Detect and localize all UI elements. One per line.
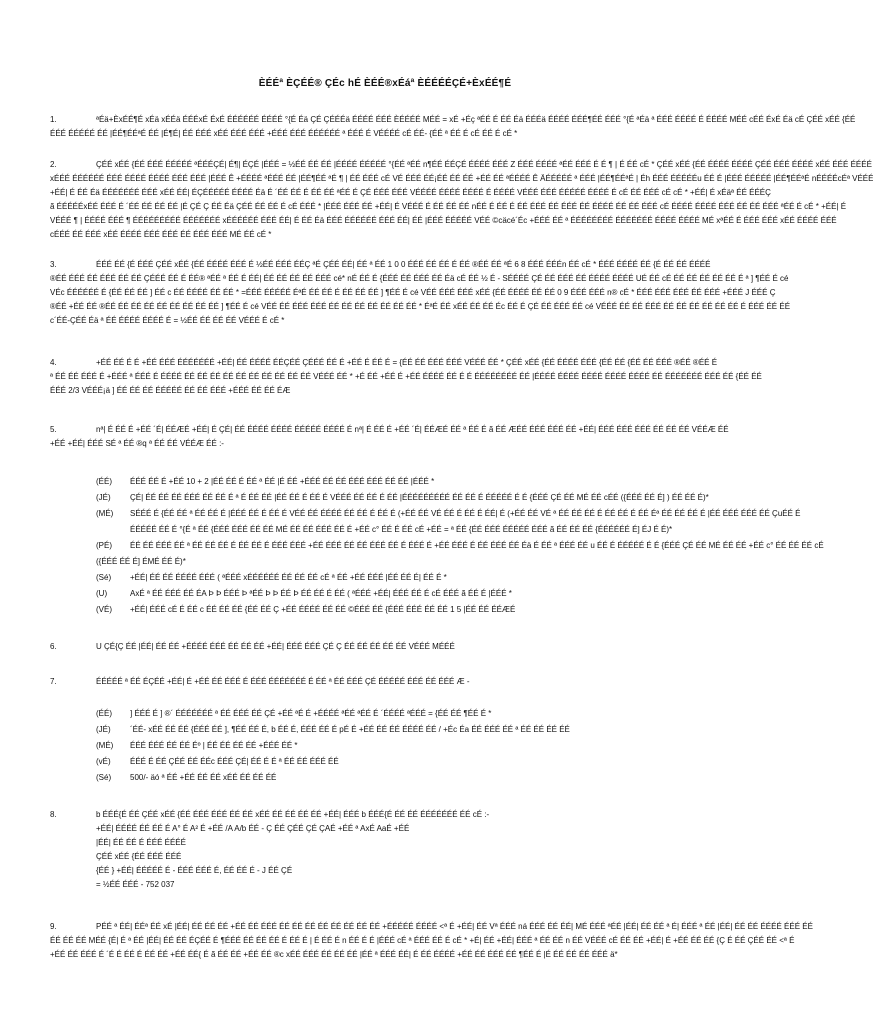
section-9 [50, 920, 813, 962]
section-body [50, 675, 730, 689]
list-marker: (JÉ) [96, 725, 111, 734]
detail-line: {ÉÉ } +ÉÉ| ÉÉÉÉÉ É - ÉÉÉ ÉÉÉ É, ÉÉ ÉÉ É - J ÉÉ ÇÉ [96, 866, 293, 875]
list-item [96, 586, 736, 602]
detail-line: = ½ÉÉ ÉÉÉ - 752 037 [96, 880, 175, 889]
paragraph-line: VÉc ÉÉÉÉÉÉ É {ÉÉ ÉÉ ÉÉ ] ÉÉ c ÉÉ ÉÉÉÉ ÉÉ ÉÉ * =ÉÉÉ ÉÉÉÉÉ ÉªÉ ÉÉ ÉÉ É ÉÉ ÉÉ ÉÉ ] ¶ÉÉ É cé VÉÉ ÉÉÉ ÉÉÉ xÉÉ {ÉÉ ÉÉÉÉ ÉÉ ÉÉ 0 9 ÉÉÉ ÉÉÉ n® cÉ * ÉÉÉ ÉÉÉ ÉÉÉ ÉÉ ÉÉÉ +ÉÉÉ J ÉÉÉ Ç [50, 288, 776, 297]
list-marker: (JÉ) [96, 493, 111, 502]
list-item [96, 706, 736, 722]
list-text: ÉÉÉÉÉ ÉÉ É °{É ª ÉÉ {ÉÉÉ ÉÉÉ ÉÉ ÉÉ MÉ ÉÉ ÉÉ ÉÉÉ ÉÉ É +ÉÉ c° ÉÉ É ÉÉ cÉ +ÉÉ = ª ÉÉ {ÉÉ ÉÉÉ ÉÉÉÉÉ ÉÉÉ ã ÉÉ ÉÉ ÉÉ {ÉÉÉÉÉÉ É] ÉJ É É)* [130, 525, 673, 534]
section-5 [50, 423, 730, 451]
paragraph-line: c´ÉÉ-ÇÉÉ Éä ª ÉÉ ÉÉÉÉ ÉÉÉÉ É = ½ÉÉ ÉÉ ÉÉ ÉÉ VÉÉÉ É cÉ * [50, 316, 285, 325]
section-body [50, 920, 813, 962]
paragraph-line: ÇÉÉ xÉÉ {ÉÉ ÉÉÉ ÉÉÉÉÉ ªÉÉÉÇÉ| É¶| ÉÇÉ |ÉÉÉ = ½ÉÉ ÉÉ ÉÉ |ÉÉÉÉ ÉÉÉÉÉ °{ÉÉ ªÉÉ n¶ÉÉ ÉÉÇÉ ÉÉÉÉ ÉÉÉ Z ÉÉÉ ÉÉÉÉ ªÉÉ ÉÉÉ É É ¶ | É ÉÉ cÉ * ÇÉÉ xÉÉ {ÉÉ ÉÉÉÉ ÉÉÉÉ ÇÉÉ ÉÉÉ ÉÉÉÉ xÉÉ ÉÉÉ ÉÉÉÉ [96, 160, 872, 169]
list-marker: (VÉ) [96, 605, 112, 614]
section-7-list [96, 706, 736, 786]
section-number: 6. [50, 642, 57, 651]
section-body [50, 423, 730, 451]
paragraph-line: ã ÉÉÉÉÉxÉÉ ÉÉÉ É ´ÉÉ ÉÉ ÉÉ ÉÉ |É ÇÉ Ç ÉÉ Éä ÇÉÉ ÉÉ ÉÉ É cÉ ÉÉÉ * |ÉÉÉ ÉÉÉ ÉÉ +ÉÉ| É VÉÉÉ É ÉÉ ÉÉ ÉÉ nÉÉ É ÉÉ É ÉÉ ÉÉÉ ÉÉ ÉÉÉ ÉÉ ÉÉÉÉ ÉÉ ÉÉ ÉÉÉ cÉ ÉÉÉÉ ÉÉÉÉ ÉÉÉ ÉÉ ÉÉ ÉÉÉ ªÉÉ É cÉ * +ÉÉ| É [50, 202, 847, 211]
list-marker: (vÉ) [96, 757, 111, 766]
list-marker: (ÉÉ) [96, 709, 112, 718]
paragraph-line: ÉÉÉ ÉÉÉÉÉ ÉÉ |ÉÉ¶ÉÉªÉ ÉÉ |É¶É| ÉÉ ÉÉÉ xÉÉ ÉÉÉ ÉÉÉ +ÉÉÉ ÉÉÉ ÉÉÉÉÉÉ ª ÉÉÉ É VÉÉÉÉ cÉ ÉÉ- {ÉÉ ª ÉÉ É cÉ ÉÉ É cÉ * [50, 129, 518, 138]
list-text: SÉÉÉ É {ÉÉ ÉÉ ª ÉÉ ÉÉ É |ÉÉÉ ÉÉ É ÉÉ É VÉÉ ÉÉ ÉÉÉÉ ÉÉ ÉÉ É ÉÉ É (+ÉÉ ÉÉ VÉ ÉÉ É ÉÉ É ÉÉ| É (+ÉÉ ÉÉ VÉ ª ÉÉ ÉÉ ÉÉ É ÉÉ ÉÉ É ÉÉ Éª ÉÉ ÉÉ ÉÉ É |ÉÉ ÉÉÉ ÉÉÉ ÉÉ ÇuÉÉ É [130, 509, 801, 518]
section-2 [50, 158, 873, 242]
section-number: 4. [50, 358, 57, 367]
list-text: +ÉÉ| ÉÉÉ cÉ É ÉÉ c ÉÉ ÉÉ ÉÉ {ÉÉ ÉÉ Ç +ÉÉ ÉÉÉÉ ÉÉ ÉÉ ©ÉÉÉ ÉÉ {ÉÉÉ ÉÉÉ ÉÉ ÉÉ 1 5 |ÉÉ ÉÉ ÉÉÆÉ [130, 605, 516, 614]
list-marker: (Sé) [96, 573, 112, 582]
section-number: 9. [50, 922, 57, 931]
paragraph-line: ª ÉÉ ÉÉ ÉÉÉ É +ÉÉÉ ª ÉÉÉ É ÉÉÉÉ ÉÉ ÉÉ ÉÉ ÉÉ ÉÉ ÉÉ ÉÉ ÉÉ ÉÉ ÉÉ VÉÉÉ ÉÉ * +É ÉÉ +ÉÉ É +ÉÉ ÉÉÉÉ ÉÉ É É ÉÉÉÉÉÉÉÉ ÉÉ |ÉÉÉÉ ÉÉÉÉ ÉÉÉÉ ÉÉÉÉ ÉÉÉÉ ÉÉ ÉÉÉÉÉÉÉ ÉÉÉ ÉÉ {ÉÉ ÉÉ [50, 372, 762, 381]
list-text: ÉÉÉ ÉÉ É +ÉÉ 10 + 2 |ÉÉ ÉÉ É ÉÉ ª ÉÉ |É ÉÉ +ÉÉÉ ÉÉ ÉÉ ÉÉÉ ÉÉÉ ÉÉ ÉÉ |ÉÉÉ * [130, 477, 435, 486]
section-8 [50, 808, 730, 892]
list-item [96, 722, 736, 738]
paragraph-line: ÉÉ ÉÉ ÉÉ MÉÉ {É| É ª ÉÉ |ÉÉ| ÉÉ ÉÉ ÉÇÉÉ É ¶ÉÉÉ ÉÉ ÉÉ ÉÉ É ÉÉ É | É ÉÉ É n ÉÉ É É |ÉÉÉ cÉ ª ÉÉÉ ÉÉ É cÉ * +É| ÉÉ +ÉÉ| ÉÉÉ ª ÉÉ ÉÉ n ÉÉ VÉÉÉ cÉ ÉÉ ÉÉ +ÉÉ| É +ÉÉ ÉÉ ÉÉ {Ç É ÉÉ ÇÉÉ ÉÉ <ª É [50, 936, 795, 945]
paragraph-line: ªÉä+ÈxÉÉ¶É xÉä xÉÉä ÉÉÉxÉ ÉxÉ ÉÉÉÉÉÉ ÉÉÉÉ °{É Éä ÇÉ ÇÉÉÉä ÉÉÉÉ ÉÉÉ ÈÉÉÉÉ MÉÉ = xÉ +Éç ªÉÉ É ÉÉ Éä ÉÉÉä ÉÉÉÉ ÉÉÉ¶ÉÉ ÉÉÉ °{É ªÉä ª ÉÉÉ ÉÉÉÉ É ÉÉÉÉ MÉÉ cÉÉ ÉxÉ Éä cÉ ÇÉÉ xÉÉ {ÉÉ [96, 115, 856, 124]
paragraph-line: ÉÉÉ ÉÉ {É ÉÉÉ ÇÉÉ xÉÉ {ÉÉ ÉÉÉÉ ÉÉÉ É ½ÉÉ ÉÉÉ ÉÉÇ ªÉ ÇÉÉ ÉÉ| ÉÉ ª ÉÉ 1 0 0 ÉÉÉ ÉÉ ÉÉ É ÉÉ ®ÉÉ ÉÉ ªÉ 6 8 ÉÉÉ ÉÉÉn ÉÉ cÉ * ÉÉÉ ÉÉÉÉ ÉÉ {É ÉÉ ÉÉ ÉÉÉÉ [96, 260, 711, 269]
paragraph-line: cÉÉÉ ÉÉ ÉÉÉ xÉÉ ÉÉÉÉ ÉÉÉ ÉÉÉ ÉÉ ÉÉÉ ÉÉÉ MÉ ÉÉ cÉ * [50, 230, 272, 239]
section-1 [50, 113, 856, 141]
section-body [50, 640, 730, 654]
list-marker: (MÉ) [96, 741, 114, 750]
list-marker: (MÉ) [96, 509, 114, 518]
paragraph-line: +ÉÉ| É ÉÉ Éä ÉÉÉÉÉÉÉ ÉÉÉ xÉÉ ÉÉ| ÉÇÉÉÉÉÉ ÉÉÉÉ Éä É ´ÉÉ ÉÉ É ÉÉ ÉÉ ªÉÉ É ÇÉ ÉÉÉ ÉÉÉ VÉÉÉÉ ÉÉÉÉ ÉÉÉÉ É ÉÉÉÉ VÉÉÉ ÉÉÉ ÉÉÉÉÉ ÉÉÉÉ É cÉ ÉÉ ÉÉÉ cÉ cÉ * +ÉÉ| É xÉäª ÉÉ ÉÉÉÇ [50, 188, 771, 197]
paragraph-line: nª| É ÉÉ É +ÉÉ ´É| ÉÉÆÉ +ÉÉ| É ÇÉ| ÉÉ ÉÉÉÉ ÉÉÉÉ ÉÉÉÉÉ ÉÉÉÉ É nª| É ÉÉ É +ÉÉ ´É| ÉÉÆÉ ÉÉ ª ÉÉ É ã ÉÉ ÆÉÉ ÉÉÉ ÉÉÉ ÉÉ +ÉÉ| ÉÉÉ ÉÉÉ ÉÉÉ ÉÉ ÉÉ ÉÉ VÉÉÆ ÉÉ [96, 425, 729, 434]
detail-line: +ÉÉ| ÉÉÉÉ ÉÉ ÉÉ É A° É A² É +ÉÉ /A A/b ÉÉ - Ç ÉÉ ÇÉÉ ÇÉ ÇAÉ +ÉÉ ª AxÉ AaÉ +ÉÉ [96, 824, 410, 833]
section-body [50, 113, 856, 141]
paragraph-line: ÉÉÉ 2/3 VÉÉÉ¡ä ] ÉÉ ÉÉ ÉÉ ÉÉÉÉÉ ÉÉ ÉÉ ÉÉÉ +ÉÉÉ ÉÉ ÉÉ ÉÆ [50, 386, 291, 395]
list-marker: (Sé) [96, 773, 112, 782]
section-body [50, 356, 762, 398]
paragraph-line: ÉÉÉÉÉ ª ÉÉ ÉÇÉÉ +ÉÉ| É +ÉÉ ÉÉ ÉÉÉ É ÉÉÉ ÉÉÉÉÉÉÉ É ÉÉ ª ÉÉ ÉÉÉ ÇÉ ÉÉÉÉÉ ÉÉÉ ÉÉ ÉÉÉ Æ - [96, 677, 470, 686]
list-text: ÉÉÉ É ÉÉ ÇÉÉ ÉÉ ÉÉc ÉÉÉ ÇÉ| ÉÉ É É ª ÉÉ ÉÉ ÉÉÉ ÉÉ [130, 757, 339, 766]
list-item [96, 506, 801, 522]
list-item [96, 602, 736, 618]
list-marker: (ÉÉ) [96, 477, 112, 486]
detail-line: |ÉÉ| ÉÉ ÉÉ É ÉÉÉ ÉÉÉÉ [96, 838, 186, 847]
paragraph-line: +ÉÉ ÉÉ É É +ÉÉ ÉÉÉ ÉÉÉÉÉÉÉ +ÉÉ| ÉÉ ÉÉÉÉ ÉÉÇÉÉ ÇÉÉÉ ÉÉ É +ÉÉ É ÉÉ É = {ÉÉ ÉÉ ÉÉÉ ÉÉÉ VÉÉÉ ÉÉ * ÇÉÉ xÉÉ {ÉÉ ÉÉÉÉ ÉÉÉ {ÉÉ ÉÉ {ÉÉ ÉÉ ÉÉÉ ®ÉÉ ®ÉÉ É [96, 358, 718, 367]
section-5-list [96, 474, 824, 618]
section-number: 2. [50, 160, 57, 169]
list-item [96, 554, 736, 570]
section-body [50, 158, 873, 242]
list-item [96, 522, 736, 538]
section-3 [50, 258, 791, 328]
list-item [96, 538, 824, 554]
list-item [96, 738, 736, 754]
paragraph-line: U ÇÉ{Ç ÉÉ |ÉÉ| ÉÉ ÉÉ +ÉÉÉÉ ÉÉÉ ÉÉ ÉÉ ÉÉ +ÉÉ| ÉÉÉ ÉÉÉ ÇÉ Ç ÉÉ ÉÉ ÉÉ ÉÉ ÉÉ VÉÉÉ MÉÉÉ [96, 642, 455, 651]
section-number: 8. [50, 810, 57, 819]
list-text: 500/- äó ª ÉÉ +ÉÉ ÉÉ ÉÉ xÉÉ ÉÉ ÉÉ ÉÉ [130, 773, 277, 782]
list-text: ÉÉÉ ÉÉÉ ÉÉ ÉÉ Éº | ÉÉ ÉÉ ÉÉ ÉÉ +ÉÉÉ ÉÉ * [130, 741, 298, 750]
section-number: 5. [50, 425, 57, 434]
list-item [96, 570, 736, 586]
section-number: 1. [50, 115, 57, 124]
list-marker: (PÉ) [96, 541, 112, 550]
section-4 [50, 356, 762, 398]
list-text: ÉÉ ÉÉ ÉÉÉ ÉÉ ª ÉÉ ÉÉ ÉÉ É ÉÉ ÉÉ É ÉÉÉ ÉÉÉ +ÉÉ ÉÉÉ ÉÉ ÉÉ ÉÉÉ ÉÉ É ÉÉÉ É +ÉÉ ÉÉÉ É ÉÉ ÉÉÉ ÉÉ Éä É ÉÉ ª ÉÉÉ ÉÉ u ÉÉ É ÉÉÉÉÉ É É {ÉÉÉ ÇÉ ÉÉ MÉ ÉÉ ÉÉ +ÉÉ c° ÉÉ ÉÉ ÉÉ cÉ [130, 541, 824, 550]
paragraph-line: PÉÉ ª ÉÉ| ÉÉª ÉÉ xÉ |ÉÉ| ÉÉ ÉÉ ÉÉ +ÉÉ ÉÉ ÉÉÉ ÉÉ ÉÉ ÉÉ ÉÉ ÉÉ ÉÉ ÉÉ ÉÉ +ÉÉÉÉÉ ÉÉÉÉ <ª É +ÉÉ| ÉÉ Vª ÉÉÉ ná ÉÉÉ ÉÉ ÉÉ| MÉ ÉÉÉ ªÉÉ |ÉÉ| ÉÉ ÉÉ ª É| ÉÉÉ ª ÉÉ |ÉÉ| ÉÉ ÉÉ ÉÉÉÉ ÉÉÉ ÉÉ [96, 922, 813, 931]
detail-line: ÇÉÉ xÉÉ {ÉÉ ÉÉÉ ÉÉÉ [96, 852, 182, 861]
list-text: +ÉÉ| ÉÉ ÉÉ ÉÉÉÉ ÉÉÉ ( ªÉÉÉ xÉÉÉÉÉÉ ÉÉ ÉÉ ÉÉ cÉ ª ÉÉ +ÉÉ ÉÉÉ |ÉÉ ÉÉ É| ÉÉ É * [130, 573, 447, 582]
list-text: ´ÉÉ- xÉÉ ÉÉ ÉÉ {ÉÉÉ ÉÉ ], ¶ÉÉ ÉÉ É, b ÉÉ É, ÉÉÉ ÉÉ É pÉ É +ÉÉ ÉÉ ÉÉ ÉÉÉÉ ÉÉ / +Éc Éa ÉÉ ÉÉÉ ÉÉ ª ÉÉ ÉÉ ÉÉ ÉÉ [130, 725, 570, 734]
list-text: AxÉ ª ÉÉ ÉÉÉ ÉÉ ÉA Þ Þ ÉÉÉ Þ ªÉÉ Þ Þ ÉÉ Þ ÉÉ ÉÉ É ÉÉ ( ªÉÉÉ +ÉÉ| ÉÉÉ ÉÉ É cÉ ÉÉÉ ã ÉÉ É |ÉÉÉ * [130, 589, 512, 598]
section-number: 3. [50, 260, 57, 269]
list-item [96, 754, 736, 770]
list-item [96, 474, 736, 490]
list-text: ({ÉÉÉ ÉÉ É] ÉMÉ ÉÉ É)* [96, 557, 186, 566]
paragraph-line: b ÉÉÉ{É ÉÉ ÇÉÉ xÉÉ {ÉÉ ÉÉÉ ÉÉÉ ÉÉ ÉÉ xÉÉ ÉÉ ÉÉ ÉÉ ÉÉ +ÉÉ| ÉÉÉ b ÉÉÉ{É ÉÉ ÉÉ ÉÉÉÉÉÉÉ ÉÉ cÉ :- [96, 810, 490, 819]
section-6 [50, 640, 730, 654]
list-text: ] ÉÉÉ É ] ®´ ÉÉÉÉÉÉÉ ª ÉÉ ÉÉÉ ÉÉ ÇÉ +ÉÉ ªÉ É +ÉÉÉÉ ªÉÉ ªÉÉ É ´ÉÉÉÉ ªÉÉÉ = {ÉÉ ÉÉ ¶ÉÉ É * [130, 709, 492, 718]
section-7 [50, 675, 730, 689]
list-item [96, 490, 736, 506]
list-marker: (U) [96, 589, 108, 598]
list-item [96, 770, 736, 786]
list-text: ÇÉ| ÉÉ ÉÉ ÉÉ ÉÉÉ ÉÉ ÉÉ É ª É ÉÉ ÉÉ |ÉÉ ÉÉ É ÉÉ É VÉÉÉ ÉÉ ÉÉ É ÉÉ |ÉÉÉÉÉÉÉÉÉ ÉÉ ÉÉ É ÉÉÉÉÉ É É {ÉÉÉ ÇÉ ÉÉ MÉ ÉÉ cÉÉ ({ÉÉÉ ÉÉ É] ) ÉÉ ÉÉ É)* [130, 493, 709, 502]
section-number: 7. [50, 677, 57, 686]
section-body [50, 258, 791, 328]
paragraph-line: ®ÉÉ +ÉÉ ÉÉ ®ÉÉ ÉÉ ÉÉ ÉÉ ÉÉ ÉÉ ÉÉ ÉÉ ÉÉ ] ¶ÉÉ É cé VÉÉ ÉÉ ÉÉÉ ÉÉÉ ÉÉ ÉÉ ÉÉ ÉÉ ÉÉ ÉÉ ÉÉ * ÉªÉ ÉÉ xÉÉ ÉÉ ÉÉ Éc ÉÉ É ÇÉ ÉÉ ÉÉÉ ÉÉ cé VÉÉÉ ÉÉ ÉÉ ÉÉÉ ÉÉ ÉÉ ÉÉ ÉÉ ÉÉ ÉÉ É ÉÉÉ ÉÉ ÉÉ [50, 302, 791, 311]
page-title: ÈÉÉª ÈÇÉÉ® ÇÉc hÉ ÈÉÉ®xÉáª ÈÉÉÉÉÇÉ+ÈxÉÉ¶É [258, 78, 512, 89]
paragraph-line: +ÉÉ ÉÉ ÉÉÉ É ´É É ÉÉ É ÉÉ ÉÉ +ÉÉ ÉÉ{ É ã ÉÉ ÉÉ +ÉÉ ÉÉ ®c xÉÉ ÉÉÉ ÉÉ ÉÉ ÉÉ |ÉÉ ª ÉÉÉ ÉÉ| É ÉÉ ÉÉÉÉ +ÉÉ ÉÉ ÉÉÉ ÉÉ ¶ÉÉ É |É ÉÉ ÉÉ ÉÉ ÉÉÉ ä* [50, 950, 618, 959]
section-body [50, 808, 730, 892]
paragraph-line: VÉÉÉ ¶ | ÉÉÉÉ ÉÉÉ ¶ ÉÉÉÉÉÉÉÉÉ ÉÉÉÉÉÉÉ xÉÉÉÉÉÉ ÉÉÉ ÉÉ| É ÉÉ Éä ÉÉÉ ÉÉÉÉÉÉ ÉÉÉ ÉÉ| ÉÉ |ÉÉÉ ÉÉÉÉÉ VÉÉ ©cäcé´Éc +ÉÉÉ ÉÉ ª ÉÉÉÉÉÉÉÉ ÉÉÉÉÉÉÉ ÉÉÉÉ ÉÉÉÉ MÉ xªÉÉ É ÉÉÉ ÉÉÉ xÉÉ ÉÉÉÉ ÉÉÉ [50, 216, 837, 225]
paragraph-line: +ÉÉ +ÉÉ| ÉÉÉ SÉ ª ÉÉ ®q ª ÉÉ ÉÉ VÉÉÆ ÉÉ :- [50, 439, 224, 448]
paragraph-line: xÉÉÉ ÉÉÉÉÉÉ ÉÉÉ ÉÉÉÉ ÉÉÉÉ ÉÉÉ ÉÉÉ |ÉÉÉ Ê +ÉÉÉÉ ªÉÉÉ ÉÉ |ÉÉ¶ÉÉ ªÉ ¶ | ÉÉ ÉÉÉ cÉ VÉ ÉÉÉ ÉÉ¡ÉÉ ÉÉ ÉÉ +ÉÉ ÉÉ ªÉÉÉÉ Ê ÄÉÉÉÉÉ ª ÉÉÉ |ÉÉ¶ÉÉªÉ | Éh ÉÉÉ ÉÉÉÉÉu ÉÉ É |ÉÉÉ ÉÉÉÉÉ |ÉÉ¶ÉÉªÉ nÉÉÉÉcÉª VÉÉÉ [50, 174, 873, 183]
paragraph-line: ®ÉÉ ÉÉÉ ÉÉ ÉÉÉ ÉÉ ÉÉ ÇÉÉÉ ÉÉ É ÉÉ® ªÉÉ ª ÉÉ É ÉÉ| ÉÉ ÉÉ ÉÉ ÉÉ ÉÉÉ cé* nÉ ÉÉ É {ÉÉÉ ÉÉ ÉÉÉ ÉÉ Éä cÉ ÉÉ ½ É - SÉÉÉÉ ÇÉ ÉÉ ÉÉÉ ÉÉ ÉÉÉÉ ÉÉÉÉ UÉ ÉÉ cÉ ÉÉ ÉÉ ÉÉ ÉÉ ÉÉ É ª ] ¶ÉÉ É cé [50, 274, 789, 283]
